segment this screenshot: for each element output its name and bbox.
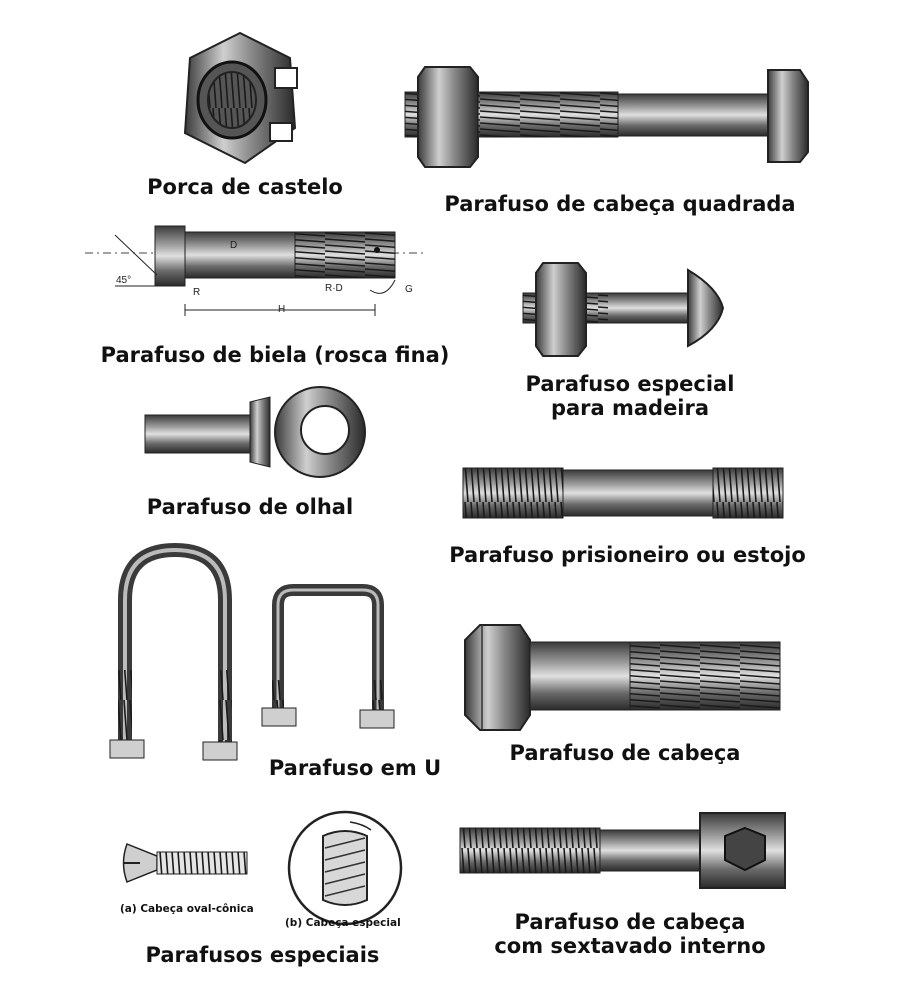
u-bolt-large-figure [105, 540, 245, 775]
oval-head-screw-figure [122, 838, 252, 888]
caption-wood-bolt-line1: Parafuso especial [525, 372, 735, 396]
dim-h: H [278, 304, 286, 315]
castle-nut-figure [170, 28, 310, 168]
dim-r-d: R·D [325, 283, 343, 294]
caption-u-bolt: Parafuso em U [268, 756, 442, 780]
stud-figure [458, 462, 788, 524]
dim-d: D [230, 240, 238, 251]
caption-special-screws: Parafusos especiais [145, 943, 380, 967]
connecting-rod-bolt-figure [85, 220, 430, 325]
label-special-head: (b) Cabeça especial [285, 917, 401, 929]
caption-stud: Parafuso prisioneiro ou estojo [449, 543, 806, 567]
caption-castle-nut: Porca de castelo [147, 175, 343, 199]
caption-square-head-bolt: Parafuso de cabeça quadrada [444, 192, 796, 216]
dim-r: R [193, 287, 201, 298]
caption-cap-screw: Parafuso de cabeça [509, 741, 741, 765]
caption-eye-bolt: Parafuso de olhal [146, 495, 354, 519]
socket-head-screw-figure [455, 808, 790, 893]
label-oval-head: (a) Cabeça oval-cônica [120, 903, 254, 915]
caption-socket-line1: Parafuso de cabeça [514, 910, 746, 934]
square-head-bolt-figure [400, 62, 810, 172]
wood-bolt-figure [518, 258, 738, 358]
special-head-screw-figure [285, 808, 405, 928]
caption-connecting-rod-bolt: Parafuso de biela (rosca fina) [100, 343, 450, 367]
dim-g: G [405, 284, 413, 295]
dim-angle: 45° [116, 275, 132, 286]
u-bolt-small-figure [258, 580, 398, 740]
caption-wood-bolt-line2: para madeira [550, 396, 710, 420]
eye-bolt-figure [140, 382, 375, 482]
cap-screw-figure [460, 620, 785, 735]
caption-socket-line2: com sextavado interno [494, 934, 766, 958]
